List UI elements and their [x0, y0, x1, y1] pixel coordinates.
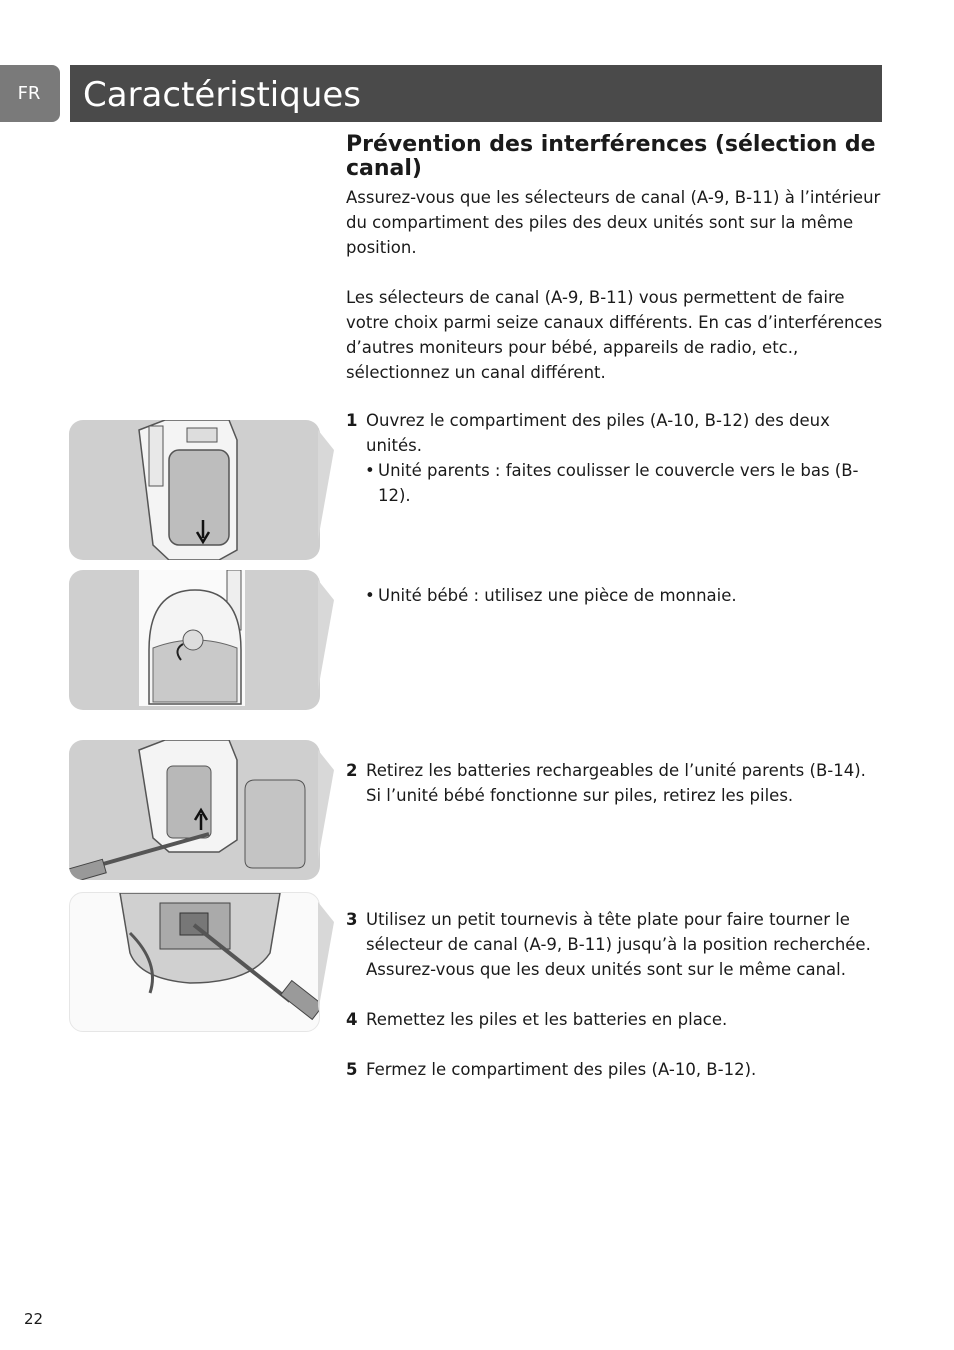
page-header	[70, 65, 882, 122]
baby-unit-coin-illustration	[69, 570, 320, 710]
step-text: Fermez le compartiment des piles (A-10, B-12).	[366, 1060, 757, 1079]
step-1	[346, 408, 886, 508]
step-5	[346, 1057, 886, 1082]
parent-unit-sliding-cover-illustration	[69, 420, 320, 560]
bullet-text: Unité parents : faites coulisser le couvercle vers le bas (B-12).	[378, 461, 859, 505]
pointer-arrow-icon	[318, 420, 338, 560]
section-content	[346, 130, 886, 385]
step-number: 4	[346, 1010, 358, 1029]
pointer-arrow-icon	[318, 570, 338, 710]
description-paragraph: Les sélecteurs de canal (A-9, B-11) vous permettent de faire votre choix parmi seize canaux différents. En cas d’interférences d’autres moniteurs pour bébé, appareils de radio, etc., sélectionnez un canal différent.	[346, 288, 883, 382]
bullet-icon: •	[365, 586, 375, 605]
section-title: Prévention des interférences (sélection de canal)	[346, 132, 876, 181]
step-2	[346, 758, 886, 808]
language-tab: FR	[0, 65, 60, 122]
intro-paragraph: Assurez-vous que les sélecteurs de canal (A-9, B-11) à l’intérieur du compartiment des piles des deux unités sont sur la même position.	[346, 188, 881, 257]
step-text: Utilisez un petit tournevis à tête plate pour faire tourner le sélecteur de canal (A-9, B-11) jusqu’à la position recherchée. Assurez-vous que les deux unités sont sur le même canal.	[366, 910, 871, 979]
step-text: Remettez les piles et les batteries en place.	[366, 1010, 728, 1029]
step-number: 2	[346, 761, 358, 780]
bullet-text: Unité bébé : utilisez une pièce de monnaie.	[378, 586, 737, 605]
pointer-arrow-icon	[318, 892, 338, 1032]
screwdriver-channel-selector-illustration	[69, 892, 320, 1032]
step-3	[346, 907, 886, 982]
step-1-bullet-2	[346, 583, 886, 608]
remove-batteries-illustration	[69, 740, 320, 880]
bullet-icon: •	[365, 461, 375, 480]
pointer-arrow-icon	[318, 740, 338, 880]
step-4	[346, 1007, 886, 1032]
bullet-item	[346, 458, 886, 508]
bullet-item	[346, 583, 886, 608]
page-title: Caractéristiques	[83, 75, 362, 115]
page-number: 22	[24, 1310, 44, 1328]
step-text: Retirez les batteries rechargeables de l’unité parents (B-14). Si l’unité bébé fonctionne sur piles, retirez les piles.	[366, 761, 866, 805]
step-number: 3	[346, 910, 358, 929]
step-number: 5	[346, 1060, 358, 1079]
step-number: 1	[346, 411, 358, 430]
step-text: Ouvrez le compartiment des piles (A-10, B-12) des deux unités.	[366, 411, 830, 455]
